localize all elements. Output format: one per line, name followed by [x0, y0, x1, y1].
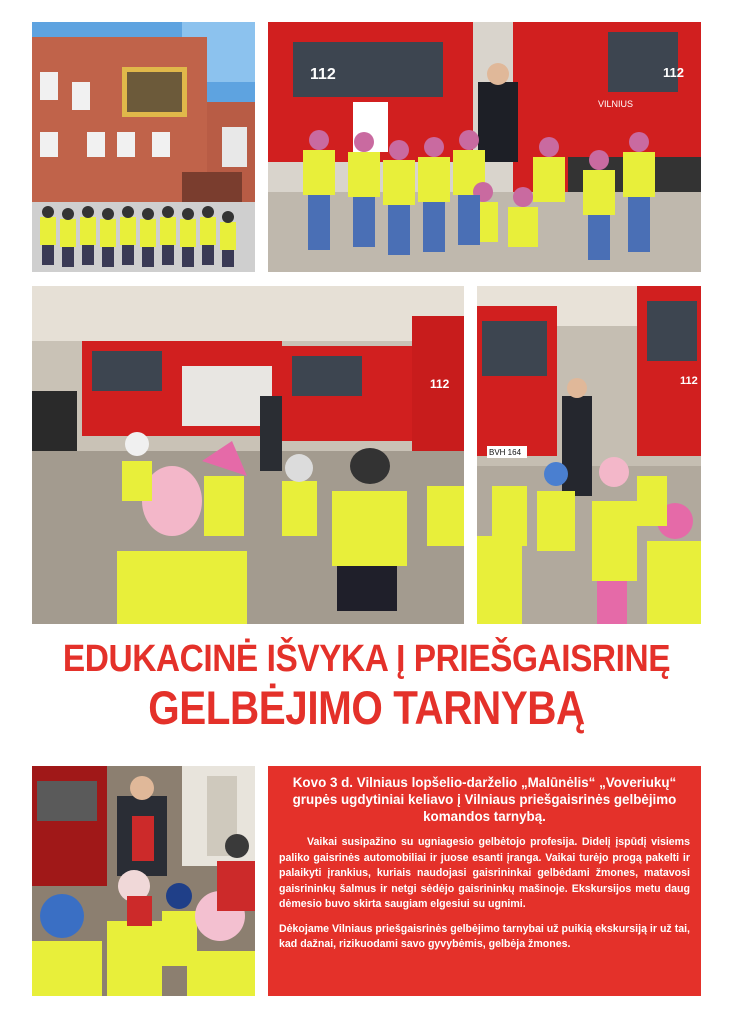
truck-number-text: 112 — [310, 66, 336, 83]
article-text-box — [268, 766, 701, 996]
article-thanks: Dėkojame Vilniaus priešgaisrinės gelbėjimo tarnybai už puikią ekskursiją ir už tai, kad dažnai, rizikuodami savo gyvybėmis, gelbėja žmones. — [279, 922, 690, 950]
garage-fire-trucks-photo — [32, 286, 464, 624]
fire-station-building-photo — [32, 22, 255, 272]
children-near-truck-photo — [477, 286, 701, 624]
truck-plate-text: BVH 164 — [489, 448, 522, 457]
truck-number-text-2: 112 — [663, 65, 684, 80]
truck-number-text-4: 112 — [680, 375, 698, 387]
truck-number-text-3: 112 — [430, 377, 450, 391]
headline-line-1: EDUKACINĖ IŠVYKA Į PRIEŠGAISRINĘ — [62, 638, 671, 680]
article-body: Vaikai susipažino su ugniagesio gelbėtojo profesija. Didelį įspūdį visiems paliko gaisrinės automobiliai ir juose esanti įranga. Vaikai turėjo progą pakelti ir palaikyti įrankius, kuriais naudojasi gaisrininkai gelbėdami žmones, matavosi gaisrininkų šalmus ir netgi sėdėjo gaisrininkų mašinoje. Ekskursijos metu daug dėmesio buvo skirta saugiam elgesiui su ugnimi. — [279, 836, 690, 910]
children-with-firefighter-photo — [268, 22, 701, 272]
truck-city-text: VILNIUS — [598, 99, 634, 109]
article-intro: Kovo 3 d. Vilniaus lopšelio-darželio „Malūnėlis“ „Voveriukų“ grupės ugdytiniai keliavo į Vilniaus priešgaisrinės gelbėjimo komandos tarnybą. — [292, 775, 677, 824]
headline-line-2: GELBĖJIMO TARNYBĄ — [148, 681, 585, 734]
firefighter-equipment-photo — [32, 766, 255, 996]
article-headline — [20, 636, 713, 734]
